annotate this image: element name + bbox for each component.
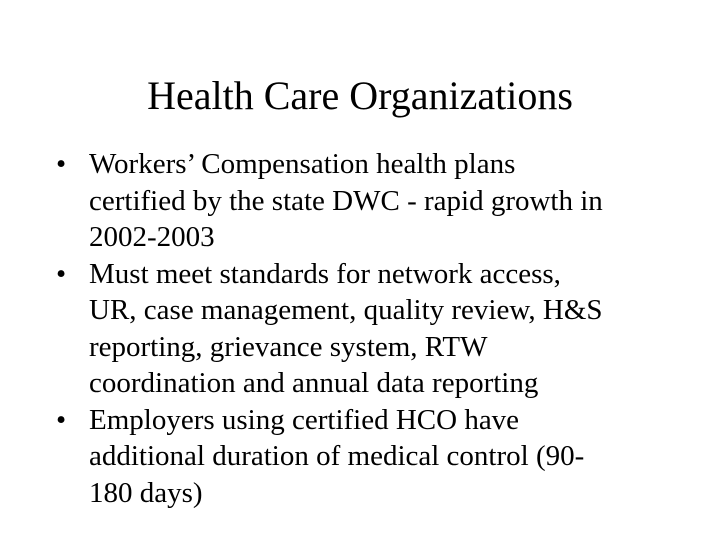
slide-title: Health Care Organizations	[147, 73, 573, 118]
bullet-line: UR, case management, quality review, H&S	[89, 294, 603, 326]
bullet-line: certified by the state DWC - rapid growth in	[89, 184, 603, 217]
bullet-marker: •	[56, 403, 67, 436]
bullet-marker: •	[56, 257, 67, 290]
bullet-line: Employers using certified HCO have	[89, 403, 520, 436]
bullet-line: 180 days)	[89, 476, 203, 509]
bullet-list	[56, 146, 676, 511]
bullet-line: Must meet standards for network access,	[89, 257, 561, 290]
bullet-marker: •	[56, 148, 67, 180]
bullet-item	[56, 256, 676, 402]
bullet-line: 2002-2003	[89, 221, 215, 253]
bullet-line: Workers’ Compensation health plans	[89, 148, 516, 180]
bullet-line: additional duration of medical control (90-	[89, 440, 585, 472]
bullet-line: coordination and annual data reporting	[89, 367, 539, 399]
bullet-item	[56, 402, 676, 512]
bullet-item	[56, 146, 676, 256]
bullet-line: reporting, grievance system, RTW	[89, 330, 488, 363]
